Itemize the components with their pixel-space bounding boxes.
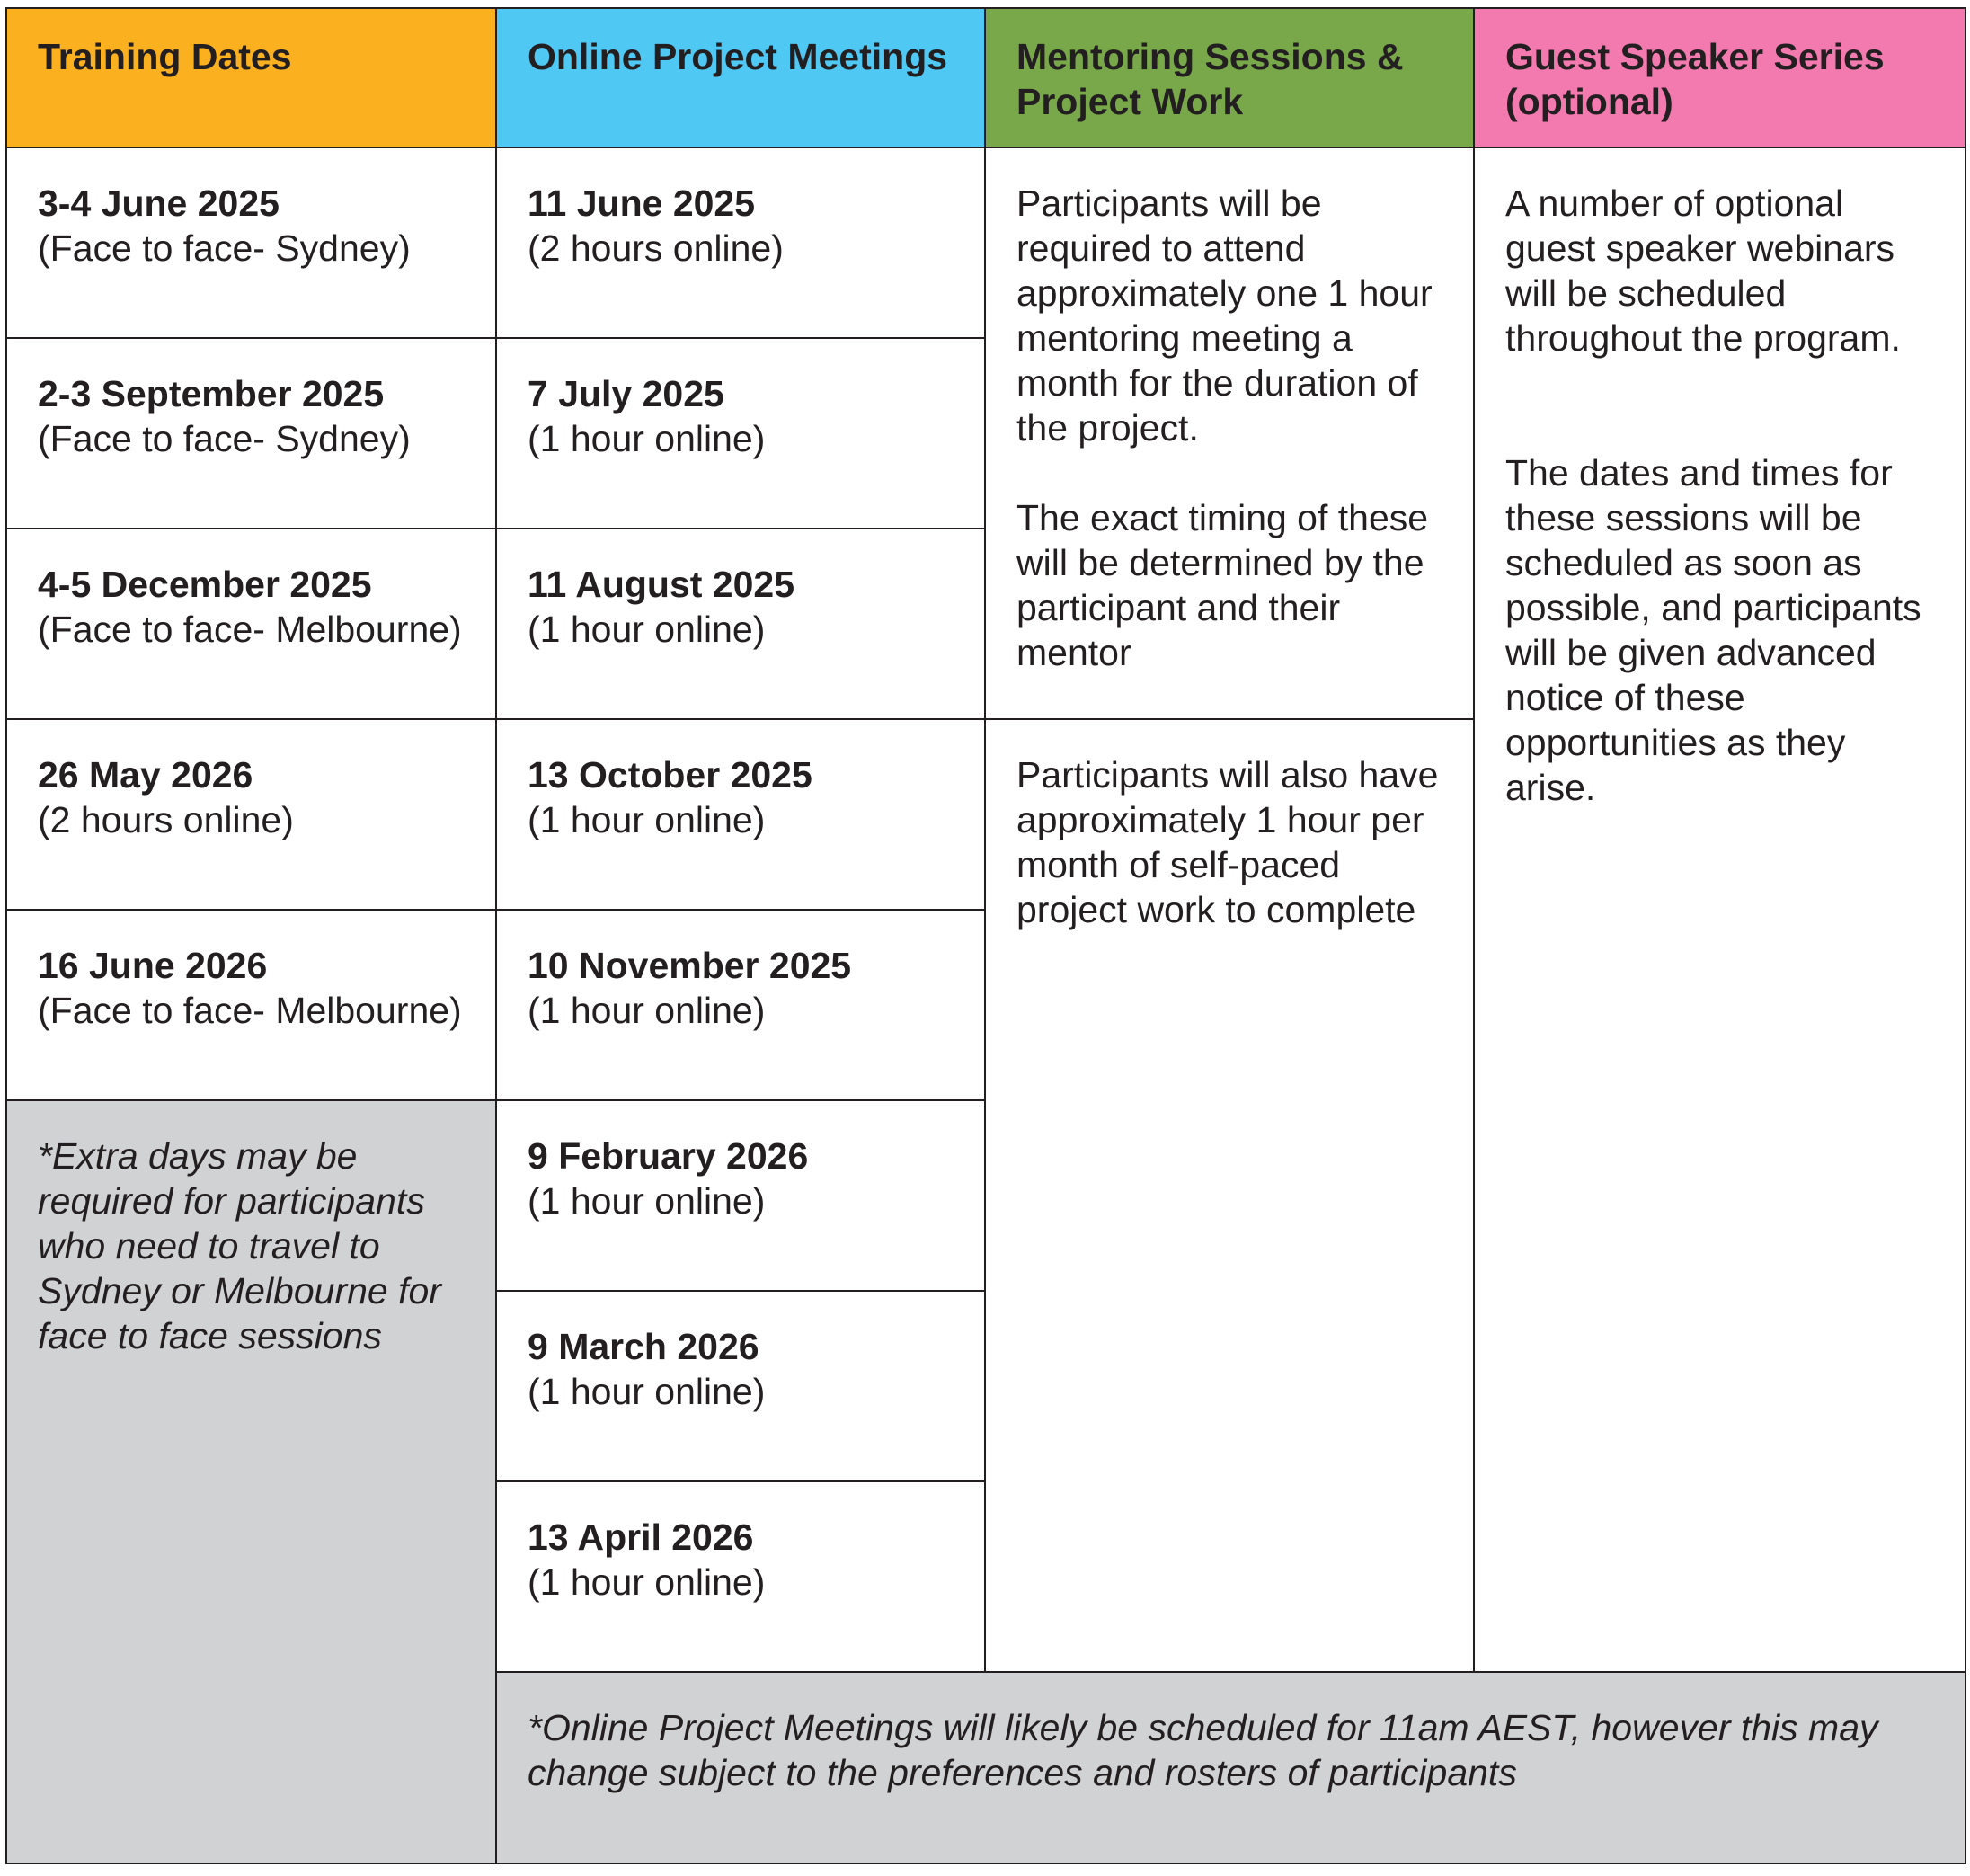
training-date: 2-3 September 2025 bbox=[38, 373, 385, 414]
training-detail: (Face to face- Melbourne) bbox=[38, 609, 462, 650]
guest-speaker-cell bbox=[1475, 148, 1965, 1673]
meetings-note bbox=[497, 1673, 1965, 1863]
meeting-row bbox=[497, 1101, 986, 1292]
training-note bbox=[7, 1101, 497, 1863]
meeting-detail: (2 hours online) bbox=[528, 227, 784, 269]
training-detail: (Face to face- Sydney) bbox=[38, 418, 411, 459]
guest-para-2: The dates and times for these sessions will be scheduled as soon as possible, and participants will be given advanced notice of these opportunities as they arise. bbox=[1505, 452, 1921, 808]
meeting-date: 13 October 2025 bbox=[528, 754, 812, 796]
training-date: 26 May 2026 bbox=[38, 754, 253, 796]
meeting-detail: (1 hour online) bbox=[528, 1561, 766, 1603]
training-row bbox=[7, 529, 497, 720]
training-row bbox=[7, 339, 497, 529]
header-guest-speaker: Guest Speaker Series (optional) bbox=[1475, 9, 1965, 148]
meeting-detail: (1 hour online) bbox=[528, 609, 766, 650]
meeting-date: 13 April 2026 bbox=[528, 1516, 754, 1558]
training-row bbox=[7, 148, 497, 339]
training-date: 4-5 December 2025 bbox=[38, 564, 372, 605]
meeting-row bbox=[497, 720, 986, 911]
meeting-date: 7 July 2025 bbox=[528, 373, 724, 414]
guest-para-1: A number of optional guest speaker webinars will be scheduled throughout the program. bbox=[1505, 182, 1901, 359]
meeting-row bbox=[497, 339, 986, 529]
meeting-date: 10 November 2025 bbox=[528, 945, 852, 986]
meeting-date: 11 June 2025 bbox=[528, 182, 756, 224]
training-detail: (2 hours online) bbox=[38, 799, 294, 840]
meeting-date: 11 August 2025 bbox=[528, 564, 795, 605]
meeting-row bbox=[497, 1292, 986, 1482]
mentoring-para-2: The exact timing of these will be determined by the participant and their mentor bbox=[1016, 497, 1429, 673]
meeting-detail: (1 hour online) bbox=[528, 418, 766, 459]
training-row bbox=[7, 720, 497, 911]
mentoring-para-1: Participants will be required to attend approximately one 1 hour mentoring meeting a month for the duration of the project. bbox=[1016, 182, 1433, 449]
training-date: 16 June 2026 bbox=[38, 945, 268, 986]
mentoring-para-3: Participants will also have approximately 1 hour per month of self-paced project work to complete bbox=[1016, 754, 1439, 930]
training-date: 3-4 June 2025 bbox=[38, 182, 280, 224]
meeting-row bbox=[497, 148, 986, 339]
meeting-detail: (1 hour online) bbox=[528, 990, 766, 1031]
meeting-detail: (1 hour online) bbox=[528, 799, 766, 840]
meeting-row bbox=[497, 1482, 986, 1673]
meeting-row bbox=[497, 911, 986, 1101]
training-note-text: *Extra days may be required for participants who need to travel to Sydney or Melbourne for face to face sessions bbox=[38, 1135, 441, 1356]
meeting-date: 9 February 2026 bbox=[528, 1135, 809, 1177]
meeting-detail: (1 hour online) bbox=[528, 1371, 766, 1412]
header-training-dates: Training Dates bbox=[7, 9, 497, 148]
meetings-note-text: *Online Project Meetings will likely be scheduled for 11am AEST, however this may change subject to the preferences and rosters of participants bbox=[528, 1707, 1878, 1793]
mentoring-cell bbox=[986, 148, 1475, 720]
project-work-cell bbox=[986, 720, 1475, 1673]
schedule-table bbox=[5, 7, 1966, 1864]
training-detail: (Face to face- Melbourne) bbox=[38, 990, 462, 1031]
header-mentoring: Mentoring Sessions & Project Work bbox=[986, 9, 1475, 148]
training-detail: (Face to face- Sydney) bbox=[38, 227, 411, 269]
header-online-meetings: Online Project Meetings bbox=[497, 9, 986, 148]
meeting-row bbox=[497, 529, 986, 720]
training-row bbox=[7, 911, 497, 1101]
meeting-date: 9 March 2026 bbox=[528, 1326, 759, 1367]
meeting-detail: (1 hour online) bbox=[528, 1180, 766, 1222]
